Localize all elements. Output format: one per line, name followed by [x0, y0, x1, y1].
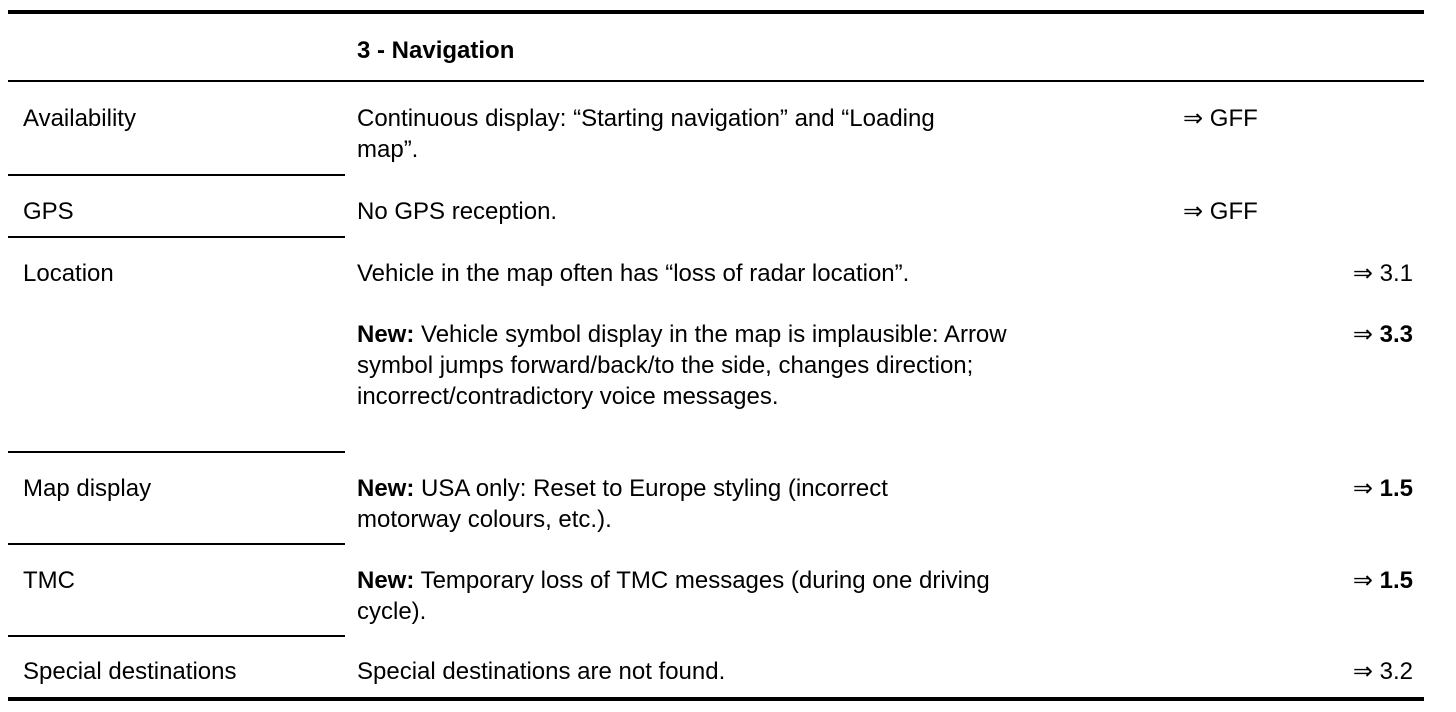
row-divider	[8, 543, 345, 545]
row-reference	[1353, 656, 1413, 687]
row-category: Map display	[23, 475, 152, 502]
row-category: TMC	[23, 567, 75, 594]
reference-value: 1.5	[1379, 475, 1413, 502]
row-category: GPS	[23, 198, 74, 225]
reference-value: GFF	[1209, 105, 1258, 132]
arrow-right-icon: ⇒	[1183, 198, 1204, 225]
row-divider	[8, 635, 345, 637]
arrow-right-icon: ⇒	[1352, 475, 1373, 502]
arrow-right-icon: ⇒	[1352, 567, 1373, 594]
table-header-title: 3 - Navigation	[357, 37, 515, 64]
arrow-right-icon: ⇒	[1352, 321, 1373, 348]
table-bottom-border	[8, 697, 1424, 701]
row-description: No GPS reception.	[357, 198, 558, 225]
arrow-right-icon: ⇒	[1352, 658, 1373, 685]
row-divider	[8, 236, 345, 238]
row-category: Location	[23, 260, 114, 287]
row-divider	[8, 451, 345, 453]
row-reference	[1353, 565, 1413, 596]
row-reference	[1353, 473, 1413, 504]
table-top-border	[8, 10, 1424, 14]
row-description-text: Temporary loss of TMC messages (during one driving cycle).	[357, 567, 990, 625]
header-bottom-border	[8, 80, 1424, 82]
row-description: Continuous display: “Starting navigation” and “Loading map”.	[357, 105, 935, 163]
arrow-right-icon: ⇒	[1183, 105, 1204, 132]
new-label: New:	[357, 321, 415, 348]
row-description-text: Vehicle symbol display in the map is implausible: Arrow symbol jumps forward/back/to the side, changes direction; incorrect/contradictory voice messages.	[357, 321, 1007, 410]
row-description	[357, 473, 997, 535]
reference-value: 3.2	[1379, 658, 1413, 685]
row-description: Special destinations are not found.	[357, 658, 726, 685]
new-label: New:	[357, 567, 415, 594]
row-category: Availability	[23, 105, 136, 132]
row-description	[357, 319, 1017, 412]
reference-value: GFF	[1209, 198, 1258, 225]
row-reference	[1353, 258, 1413, 289]
row-reference	[1183, 196, 1258, 227]
new-label: New:	[357, 475, 415, 502]
row-category: Special destinations	[23, 658, 237, 685]
reference-value: 3.3	[1379, 321, 1413, 348]
row-description-text: USA only: Reset to Europe styling (incorrect motorway colours, etc.).	[357, 475, 888, 533]
row-description	[357, 565, 1022, 627]
row-divider	[8, 174, 345, 176]
reference-value: 1.5	[1379, 567, 1413, 594]
arrow-right-icon: ⇒	[1352, 260, 1373, 287]
row-description: Vehicle in the map often has “loss of radar location”.	[357, 260, 910, 287]
row-reference	[1183, 103, 1258, 134]
reference-value: 3.1	[1379, 260, 1413, 287]
row-reference	[1353, 319, 1413, 350]
